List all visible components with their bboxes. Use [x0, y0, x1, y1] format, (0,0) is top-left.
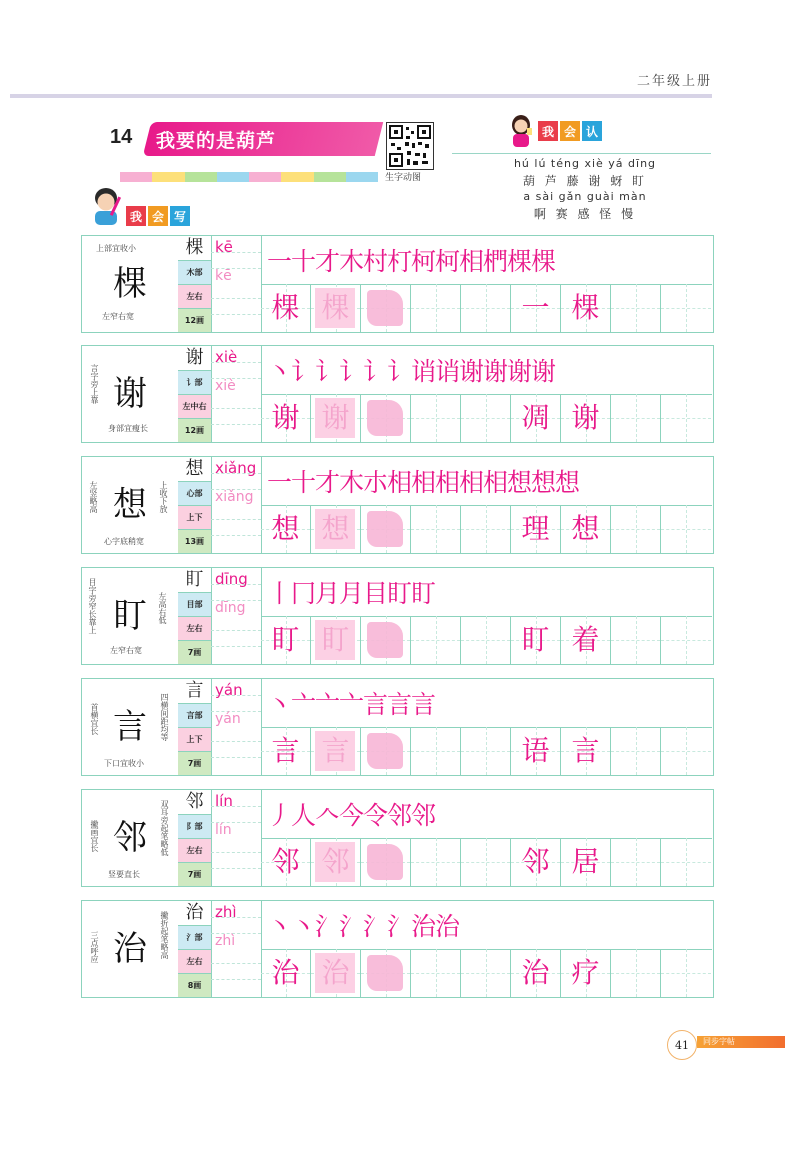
- stroke-animation-icon: [367, 622, 403, 658]
- character-card: [81, 678, 714, 776]
- model-char-area: [82, 457, 179, 553]
- structure-label: 左右: [178, 838, 211, 862]
- practice-cell[interactable]: [361, 505, 411, 553]
- practice-cell[interactable]: [311, 616, 361, 664]
- practice-char: 邻: [271, 845, 300, 878]
- qr-label: 生字动图: [385, 173, 422, 183]
- writing-tip: 撇画宜长: [90, 820, 99, 852]
- model-char-area: [82, 568, 179, 664]
- radical-label: 目部: [178, 592, 211, 616]
- practice-cell[interactable]: [661, 949, 711, 997]
- model-char-area: [82, 901, 179, 997]
- radical-label: 氵部: [178, 925, 211, 949]
- pinyin-area: [211, 901, 262, 997]
- writing-tip: 竖要直长: [108, 870, 140, 879]
- pinyin: dīng: [215, 570, 248, 588]
- model-char: 棵: [113, 264, 147, 304]
- practice-cell[interactable]: [461, 394, 511, 442]
- model-char: 谢: [113, 374, 147, 414]
- writing-tip: 左窄右宽: [102, 312, 134, 321]
- small-char: 治: [178, 901, 211, 925]
- writing-tip: 撇折起笔略高: [160, 911, 169, 959]
- small-char: 盯: [178, 568, 211, 592]
- badge-wo: 我: [538, 121, 558, 141]
- practice-cell[interactable]: [361, 949, 411, 997]
- pinyin-area: [211, 568, 262, 664]
- practice-cell[interactable]: [311, 394, 361, 442]
- small-char: 谢: [178, 346, 211, 370]
- practice-cell[interactable]: [311, 284, 361, 332]
- practice-cell[interactable]: [311, 505, 361, 553]
- practice-grid: [261, 394, 712, 442]
- practice-grid: [261, 838, 712, 886]
- writing-tip: 左窄右宽: [110, 646, 142, 655]
- recognize-chars-1: 葫 芦 藤 谢 蚜 盯: [522, 174, 648, 188]
- model-char-area: [82, 346, 179, 442]
- radical-label: 阝部: [178, 814, 211, 838]
- stroke-sequence: 丿人𠆢今令邻邻: [267, 801, 436, 830]
- girl-avatar-icon: [508, 114, 534, 148]
- character-card: [81, 456, 714, 554]
- structure-label: 左右: [178, 949, 211, 973]
- practice-grid: [261, 616, 712, 664]
- writing-tip: 四横间距均等: [160, 693, 169, 741]
- practice-cell[interactable]: [611, 505, 661, 553]
- stroke-sequence: 一十才木村朾柯柯相椚棵棵: [267, 247, 556, 276]
- practice-cell[interactable]: [361, 727, 411, 775]
- writing-tip: 心字底稍宽: [104, 537, 144, 546]
- pinyin-trace: xiè: [215, 378, 236, 394]
- badge-ren: 认: [582, 121, 602, 141]
- pinyin-area: [211, 790, 262, 886]
- word-char: 一: [521, 291, 550, 324]
- pinyin-trace: zhì: [215, 933, 236, 949]
- practice-cell[interactable]: [411, 394, 461, 442]
- practice-cell[interactable]: [461, 284, 511, 332]
- pinyin-trace: kē: [215, 268, 232, 284]
- stroke-sequence: 丶讠讠讠讠讠诮诮谢谢谢谢: [267, 357, 556, 386]
- stroke-sequence: 丨冂月月目盯盯: [267, 579, 436, 608]
- char-info: [178, 901, 212, 997]
- trace-char: 言: [321, 734, 350, 767]
- stroke-order-row: [261, 568, 712, 617]
- practice-cell[interactable]: [461, 616, 511, 664]
- practice-cell[interactable]: [561, 949, 611, 997]
- trace-char: 邻: [321, 845, 350, 878]
- trace-char: 棵: [321, 291, 350, 324]
- practice-cell[interactable]: [361, 838, 411, 886]
- writing-tip: 双耳旁起笔略低: [160, 800, 169, 856]
- practice-cell[interactable]: [511, 727, 561, 775]
- practice-cell[interactable]: [411, 949, 461, 997]
- stroke-order-row: [261, 790, 712, 839]
- practice-cell[interactable]: [361, 284, 411, 332]
- model-char: 想: [113, 485, 147, 525]
- trace-char: 想: [321, 512, 350, 545]
- boy-avatar-icon: [88, 186, 124, 226]
- model-char: 盯: [113, 596, 147, 636]
- practice-grid: [261, 727, 712, 775]
- practice-cell[interactable]: [661, 394, 711, 442]
- writing-tip: 目字旁窄长靠上: [88, 578, 97, 634]
- practice-cell[interactable]: [411, 616, 461, 664]
- stroke-sequence: 丶丶氵氵氵氵治治: [267, 912, 460, 941]
- badge-wo: 我: [126, 206, 146, 226]
- char-info: [178, 346, 212, 442]
- stroke-count-label: 12画: [178, 418, 211, 442]
- practice-cell[interactable]: [311, 838, 361, 886]
- character-card: [81, 567, 714, 665]
- practice-cell[interactable]: [511, 838, 561, 886]
- char-info: [178, 679, 212, 775]
- practice-cell[interactable]: [511, 505, 561, 553]
- pinyin-area: [211, 457, 262, 553]
- practice-cell[interactable]: [261, 616, 311, 664]
- structure-label: 左右: [178, 616, 211, 640]
- badge-hui: 会: [148, 206, 168, 226]
- practice-char: 棵: [271, 291, 300, 324]
- word-char: 疗: [571, 956, 600, 989]
- stroke-animation-icon: [367, 290, 403, 326]
- write-title: [126, 206, 190, 226]
- trace-char: 治: [321, 956, 350, 989]
- practice-cell[interactable]: [261, 949, 311, 997]
- practice-cell[interactable]: [611, 284, 661, 332]
- stroke-sequence: 一十才木朩相相相相相想想想: [267, 468, 580, 497]
- stroke-animation-icon: [367, 511, 403, 547]
- practice-cell[interactable]: [561, 284, 611, 332]
- stroke-animation-icon: [367, 844, 403, 880]
- badge-hui: 会: [560, 121, 580, 141]
- word-char: 语: [521, 734, 550, 767]
- model-char-area: [82, 679, 179, 775]
- practice-char: 言: [271, 734, 300, 767]
- practice-cell[interactable]: [361, 394, 411, 442]
- word-char: 凋: [521, 401, 550, 434]
- pinyin-trace: xiǎng: [215, 489, 254, 505]
- word-char: 想: [571, 512, 600, 545]
- practice-cell[interactable]: [411, 838, 461, 886]
- stroke-sequence: 丶亠亠亠言言言: [267, 690, 436, 719]
- practice-cell[interactable]: [661, 505, 711, 553]
- practice-cell[interactable]: [511, 949, 561, 997]
- practice-grid: [261, 284, 712, 332]
- pinyin: kē: [215, 238, 233, 256]
- stroke-count-label: 7画: [178, 751, 211, 775]
- stroke-order-row: [261, 679, 712, 728]
- writing-tip: 左高右低: [158, 592, 167, 624]
- stroke-animation-icon: [367, 955, 403, 991]
- practice-cell[interactable]: [511, 284, 561, 332]
- pinyin-trace: dīng: [215, 600, 246, 616]
- small-char: 邻: [178, 790, 211, 814]
- word-char: 着: [571, 623, 600, 656]
- pinyin: zhì: [215, 903, 237, 921]
- practice-cell[interactable]: [411, 284, 461, 332]
- stroke-animation-icon: [367, 400, 403, 436]
- character-card: [81, 235, 714, 333]
- writing-tip: 身部宜瘦长: [108, 424, 148, 433]
- model-char: 言: [113, 707, 147, 747]
- practice-char: 盯: [271, 623, 300, 656]
- practice-cell[interactable]: [511, 616, 561, 664]
- practice-cell[interactable]: [311, 727, 361, 775]
- recognize-divider: [452, 153, 711, 154]
- practice-cell[interactable]: [461, 949, 511, 997]
- lesson-number: 14: [110, 126, 133, 148]
- structure-label: 左中右: [178, 394, 211, 418]
- word-char: 邻: [521, 845, 550, 878]
- character-card: [81, 900, 714, 998]
- radical-label: 讠部: [178, 370, 211, 394]
- practice-cell[interactable]: [511, 394, 561, 442]
- pinyin-area: [211, 346, 262, 442]
- practice-cell[interactable]: [311, 949, 361, 997]
- recognize-pinyin-1: hú lú téng xiè yá dīng: [513, 157, 657, 170]
- recognize-chars-2: 啊 赛 感 怪 慢: [533, 207, 637, 221]
- practice-cell[interactable]: [561, 616, 611, 664]
- radical-label: 心部: [178, 481, 211, 505]
- stroke-count-label: 13画: [178, 529, 211, 553]
- qr-code-icon[interactable]: [386, 122, 434, 170]
- stroke-order-row: [261, 457, 712, 506]
- model-char: 邻: [113, 818, 147, 858]
- writing-tip: 上收下放: [159, 481, 168, 513]
- lesson-title: 我要的是葫芦: [156, 130, 277, 152]
- stroke-count-label: 8画: [178, 973, 211, 997]
- practice-char: 想: [271, 512, 300, 545]
- practice-cell[interactable]: [411, 505, 461, 553]
- practice-cell[interactable]: [461, 727, 511, 775]
- pinyin-trace: yán: [215, 711, 241, 727]
- writing-tip: 左竖略高: [89, 481, 98, 513]
- practice-char: 治: [271, 956, 300, 989]
- writing-tip: 上部宜收小: [96, 244, 136, 253]
- model-char-area: [82, 236, 179, 332]
- practice-cell[interactable]: [611, 838, 661, 886]
- practice-cell[interactable]: [261, 505, 311, 553]
- word-char: 治: [521, 956, 550, 989]
- trace-char: 盯: [321, 623, 350, 656]
- model-char: 治: [113, 929, 147, 969]
- structure-label: 左右: [178, 284, 211, 308]
- writing-tip: 言字旁上靠: [90, 364, 99, 404]
- practice-char: 谢: [271, 401, 300, 434]
- character-card: [81, 789, 714, 887]
- structure-label: 上下: [178, 727, 211, 751]
- char-info: [178, 457, 212, 553]
- header-divider: [10, 94, 712, 98]
- practice-cell[interactable]: [561, 505, 611, 553]
- small-char: 言: [178, 679, 211, 703]
- writing-tip: 首横宜长: [90, 703, 99, 735]
- practice-cell[interactable]: [461, 505, 511, 553]
- grade-label: 二年级上册: [636, 74, 712, 89]
- trace-char: 谢: [321, 401, 350, 434]
- practice-cell[interactable]: [261, 727, 311, 775]
- practice-cell[interactable]: [411, 727, 461, 775]
- recognize-title: [538, 121, 602, 141]
- stroke-order-row: [261, 236, 712, 285]
- practice-cell[interactable]: [561, 394, 611, 442]
- char-info: [178, 790, 212, 886]
- practice-cell[interactable]: [561, 727, 611, 775]
- practice-cell[interactable]: [611, 394, 661, 442]
- practice-cell[interactable]: [461, 838, 511, 886]
- character-card: [81, 345, 714, 443]
- practice-cell[interactable]: [261, 284, 311, 332]
- word-char: 谢: [571, 401, 600, 434]
- word-char: 棵: [571, 291, 600, 324]
- char-info: [178, 568, 212, 664]
- recognize-pinyin-2: a sài gǎn guài màn: [523, 190, 647, 203]
- stroke-animation-icon: [367, 733, 403, 769]
- char-info: [178, 236, 212, 332]
- pinyin: yán: [215, 681, 243, 699]
- pinyin-area: [211, 236, 262, 332]
- stroke-count-label: 7画: [178, 640, 211, 664]
- pinyin-area: [211, 679, 262, 775]
- badge-xie: 写: [170, 206, 190, 226]
- practice-cell[interactable]: [611, 616, 661, 664]
- practice-cell[interactable]: [611, 727, 661, 775]
- practice-cell[interactable]: [611, 949, 661, 997]
- radical-label: 木部: [178, 260, 211, 284]
- practice-grid: [261, 505, 712, 553]
- pinyin: xiǎng: [215, 459, 257, 477]
- word-char: 理: [521, 512, 550, 545]
- writing-tip: 下口宜收小: [104, 759, 144, 768]
- stroke-count-label: 12画: [178, 308, 211, 332]
- small-char: 想: [178, 457, 211, 481]
- practice-cell[interactable]: [261, 838, 311, 886]
- word-char: 居: [571, 845, 600, 878]
- page-band: 同步字帖: [697, 1036, 785, 1048]
- stroke-order-row: [261, 901, 712, 950]
- practice-cell[interactable]: [661, 284, 711, 332]
- model-char-area: [82, 790, 179, 886]
- practice-cell[interactable]: [661, 727, 711, 775]
- word-char: 言: [571, 734, 600, 767]
- practice-cell[interactable]: [661, 616, 711, 664]
- word-char: 盯: [521, 623, 550, 656]
- stroke-order-row: [261, 346, 712, 395]
- practice-cell[interactable]: [561, 838, 611, 886]
- stroke-count-label: 7画: [178, 862, 211, 886]
- writing-tip: 三点呼应: [90, 931, 99, 963]
- pinyin: lín: [215, 792, 233, 810]
- radical-label: 言部: [178, 703, 211, 727]
- color-stripe: [120, 172, 378, 182]
- practice-cell[interactable]: [261, 394, 311, 442]
- practice-grid: [261, 949, 712, 997]
- page-number: 41: [667, 1030, 697, 1060]
- structure-label: 上下: [178, 505, 211, 529]
- small-char: 棵: [178, 236, 211, 260]
- practice-cell[interactable]: [661, 838, 711, 886]
- pinyin: xiè: [215, 348, 238, 366]
- practice-cell[interactable]: [361, 616, 411, 664]
- pinyin-trace: lín: [215, 822, 232, 838]
